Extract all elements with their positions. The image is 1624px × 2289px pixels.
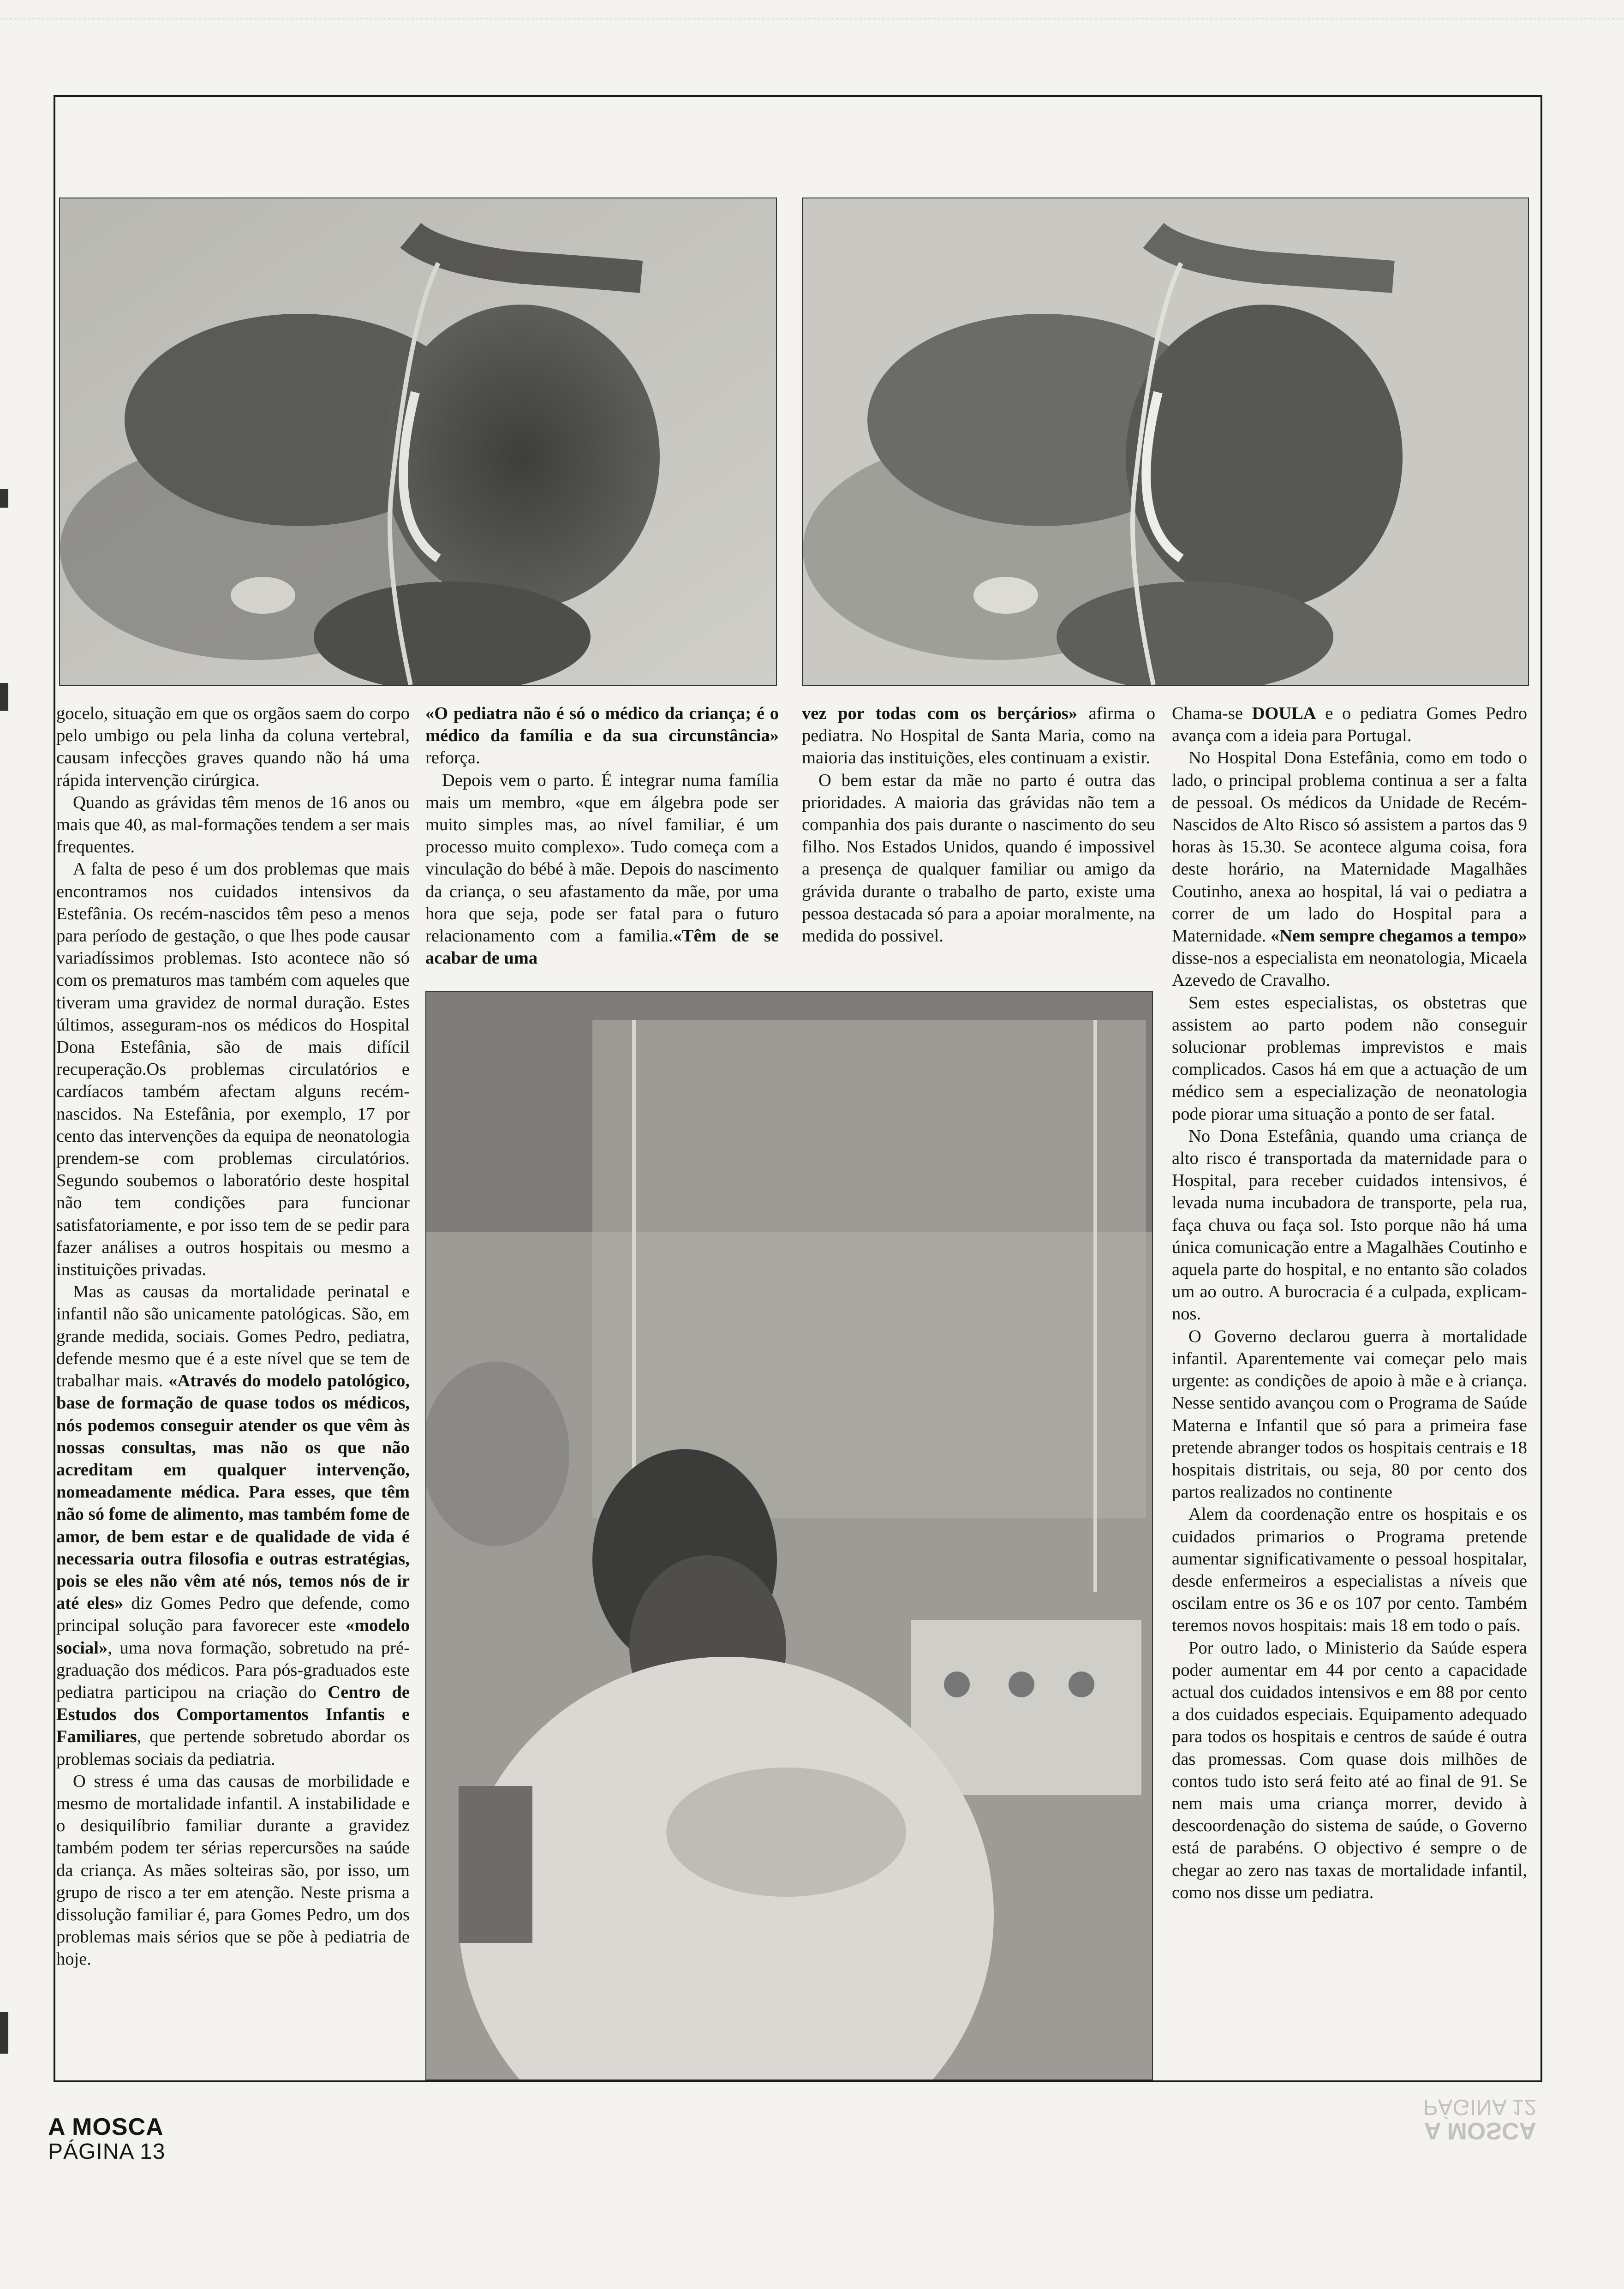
paragraph-text: Chama-se [1172, 704, 1252, 723]
article-paragraph: Quando as grávidas têm menos de 16 anos ou mais que 40, as mal-formações tendem a ser mais frequentes. [56, 792, 410, 857]
paragraph-text: diz Gomes Pedro que defende, como principal solução para favorecer este [56, 1594, 410, 1636]
bleed-page: PÁGINA 12 [1423, 2095, 1536, 2119]
article-paragraph: O bem estar da mãe no parto é outra das prioridades. A maioria das grávidas não tem a companhia dos pais durante o nascimento do seu filho. Nos Estados Unidos, quando é impossivel a presença de qualquer familiar ou amigo da grávida durante o trabalho de parto, existe uma pessoa destacada só para a apoiar moralmente, na medida do possivel. [802, 770, 1155, 946]
article-paragraph [425, 769, 779, 970]
paragraph-text: afirma o pediatra. No Hospital de Santa Maria, como na maioria das instituições, eles continuam a existir. [802, 704, 1156, 768]
footer-page-number: PÁGINA 13 [48, 2139, 166, 2164]
centro-estudos-name: Centro de Estudos dos Comportamentos Infantis e Familiares [56, 1682, 410, 1747]
paragraph-text: disse-nos a especialista em neonatologia, Micaela Azevedo de Cravalho. [1172, 948, 1527, 990]
pull-quote: «O pediatra não é só o médico da criança; é o médico da família e da sua circunstância» [425, 704, 779, 746]
paragraph-text: reforça. [425, 748, 480, 768]
quote-nem-sempre: «Nem sempre chegamos a tempo» [1270, 926, 1527, 946]
article-paragraph [425, 702, 779, 769]
quote-gomes-pedro: «Através do modelo patológico, base de formação de quase todos os médicos, nós podemos conseguir atender os que vêm às nossas consultas, mas não os que não acreditam em qualquer intervenção, nomeadamente médica. Para esses, que têm não só fome de alimento, mas também fome de amor, de bem estar e de qualidade de vida é necessaria outra filosofia e outras estratégias, pois se eles não vêm até nós, temos nós de ir até eles» [56, 1371, 410, 1613]
photo-newborn-incubator-left [59, 198, 777, 686]
paragraph-text: Mas as causas da mortalidade perinatal e infantil não são unicamente patológicas. São, em grande medida, sociais. Gomes Pedro, pediatra, defende mesmo que é a este nível que se tem de trabalhar mais. [56, 1282, 410, 1391]
scan-edge-mark [0, 489, 8, 508]
quote-bercarios-end: vez por todas com os berçários» [802, 704, 1078, 723]
paragraph-text: , que pertende sobretudo abordar os problemas sociais da pediatria. [56, 1727, 410, 1769]
quote-modelo-social: «modelo social» [56, 1616, 410, 1658]
article-column-4 [1172, 702, 1527, 1904]
article-column-3 [802, 702, 1155, 947]
quote-bercarios-start: «Têm de se acabar de uma [425, 926, 779, 968]
article-paragraph: Alem da coordenação entre os hospitais e os cuidados primarios o Programa pretende aumentar significativamente o pessoal hospitalar, desde enfermeiros a especialistas a níveis que oscilam entre os 36 e os 107 por cento. Também teremos novos hospitais: mais 18 em todo o país. [1172, 1504, 1527, 1636]
bleed-title: A MOSCA [1424, 2117, 1536, 2144]
article-paragraph: A falta de peso é um dos problemas que mais encontramos nos cuidados intensivos da Estefânia. Os recém-nascidos têm peso a menos para período de gestação, o que lhes pode causar variadíssimos problemas. Isto acontece não só com os prematuros mas também com aqueles que tiveram uma gravidez de normal duração. Estes últimos, asseguram-nos os médicos do Hospital Dona Estefânia, são de mais difícil recuperação.Os problemas circulatórios e cardíacos também afectam alguns recém-nascidos. Na Estefânia, por exemplo, 17 por cento das intervenções da equipa de neonatologia prendem-se com problemas circulatórios. Segundo soubemos o laboratório deste hospital não tem condições para funcionar satisfatoriamente, e por isso tem de se pedir para fazer análises a outros hospitais ou mesmo a instituições privadas. [56, 859, 410, 1280]
article-paragraph: Sem estes especialistas, os obstetras que assistem ao parto podem não conseguir solucionar problemas imprevistos e mais complicados. Casos há em que a actuação de um médico sem a especialização de neonatologia pode piorar uma situação a ponto de ser fatal. [1172, 993, 1527, 1124]
doula-term: DOULA [1252, 704, 1316, 723]
scan-top-edge [0, 3, 1624, 19]
article-paragraph: O stress é uma das causas de morbilidade e mesmo de mortalidade infantil. A instabilidade e o desiquilíbrio familiar durante a gravidez também podem ter sérias repercursões na saúde da criança. As mães solteiras são, por isso, um grupo de risco a ter em atenção. Neste prisma a dissolução familiar é, para Gomes Pedro, um dos problemas mais sérios que se põe à pediatria de hoje. [56, 1771, 410, 1969]
scan-edge-mark [0, 683, 8, 711]
article-paragraph [1172, 747, 1527, 991]
article-column-2 [425, 702, 779, 969]
article-paragraph [56, 1281, 410, 1770]
photo-newborn-incubator-right [802, 198, 1529, 686]
article-paragraph: No Dona Estefânia, quando uma criança de alto risco é transportada da maternidade para o Hospital, para receber cuidados intensivos, é levada numa incubadora de transporte, pela rua, faça chuva ou faça sol. Isto porque não há uma única comunicação entre a Magalhães Coutinho e aquela parte do hospital, e no entanto são colados um ao outro. A burocracia é a culpada, explicam-nos. [1172, 1126, 1527, 1324]
article-paragraph: gocelo, situação em que os orgãos saem do corpo pelo umbigo ou pela linha da coluna vertebral, causam infecções graves quando não há uma rápida intervenção cirúrgica. [56, 704, 410, 790]
article-paragraph: Por outro lado, o Ministerio da Saúde espera poder aumentar em 44 por cento a capacidade actual dos cuidados intensivos e em 88 por cento a dos cuidados especiais. Equipamento adequado para todos os hospitais e centros de saúde é outra das promessas. Com quase dois milhões de contos tudo isto será feito até ao final de 91. Se nem mais uma criança morrer, devido à descoordenação do sistema de saúde, o Governo está de parabéns. O objectivo é sempre o de chegar ao zero nas taxas de mortalidade infantil, como nos disse um pediatra. [1172, 1638, 1527, 1902]
photo-nurse-holding-baby [425, 991, 1153, 2080]
paragraph-text: No Hospital Dona Estefânia, como em todo o lado, o principal problema continua a ser a falta de pessoal. Os médicos da Unidade de Recém-Nascidos de Alto Risco só assistem a partos das 9 horas às 15.30. Se acontece alguma coisa, fora deste horário, na Maternidade Magalhães Coutinho, anexa ao hospital, lá vai o pediatra a correr de um lado do Hospital para a Maternidade. [1172, 748, 1527, 946]
scan-edge-mark [0, 2012, 8, 2054]
paragraph-text: e o pediatra Gomes Pedro avança com a ideia para Portugal. [1172, 704, 1527, 746]
article-column-1 [56, 702, 410, 1971]
paragraph-text: Depois vem o parto. É integrar numa família mais um membro, «que em álgebra pode ser muito simples mas, ao nível familiar, é um processo muito complexo». Tudo começa com a vinculação do bébé à mãe. Depois do nascimento da criança, o seu afastamento da mãe, por uma hora que seja, pode ser fatal para o futuro relacionamento com a familia. [425, 770, 779, 946]
article-paragraph [802, 702, 1155, 769]
article-paragraph [1172, 702, 1527, 747]
article-paragraph: O Governo declarou guerra à mortalidade infantil. Aparentemente vai começar pelo mais urgente: as condições de apoio à mãe e à criança. Nesse sentido avançou com o Programa de Saúde Materna e Infantil que só para a primeira fase pretende abranger todos os hospitais centrais e 18 hospitais distritais, ou seja, 80 por cento dos partos realizados no continente [1172, 1326, 1527, 1502]
bleed-through-footer [1423, 2095, 1536, 2143]
paragraph-text: , uma nova formação, sobretudo na pré-graduação dos médicos. Para pós-graduados este pediatra participou na criação do [56, 1638, 410, 1702]
footer-publication-title: A MOSCA [48, 2114, 164, 2140]
